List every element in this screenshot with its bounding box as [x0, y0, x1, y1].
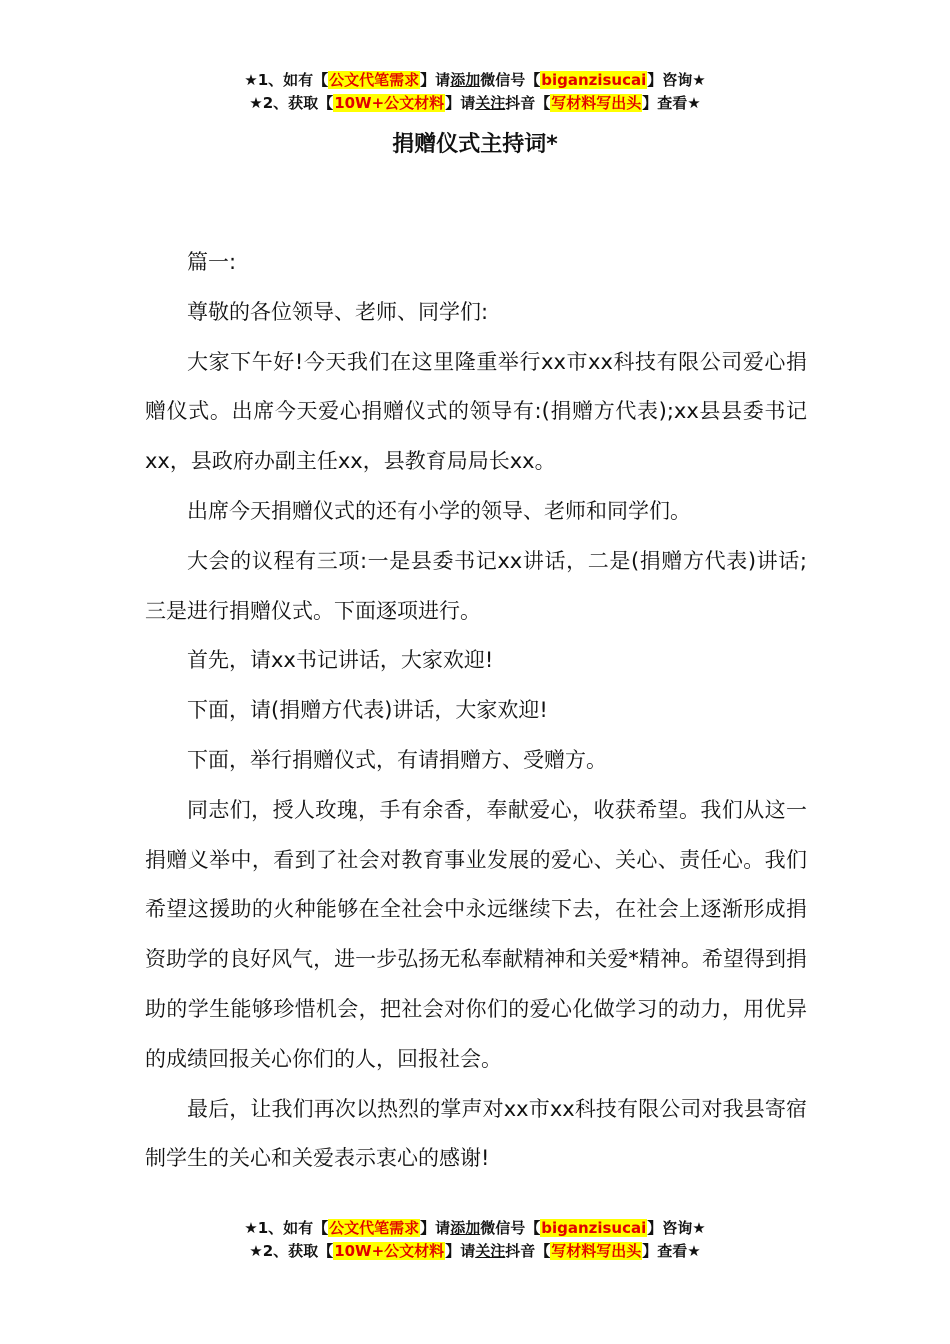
promo-line-2-mid: 】请	[445, 94, 476, 112]
promo-line-1-mid: 】请	[420, 71, 451, 89]
paragraph: 大会的议程有三项:一是县委书记xx讲话，二是(捐赠方代表)讲话;三是进行捐赠仪式。下面逐项进行。	[145, 548, 807, 623]
promo-line-2-prefix: ★2、获取【	[249, 94, 334, 112]
promo-line-1-mid2: 微信号【	[480, 1219, 541, 1237]
promo-highlight-service: 公文代笔需求	[329, 1219, 420, 1237]
paragraph-heading: 篇一:	[187, 250, 237, 274]
promo-highlight-materials: 10W+公文材料	[334, 94, 445, 112]
paragraph: 下面，请(捐赠方代表)讲话，大家欢迎!	[187, 698, 548, 723]
promo-highlight-douyin: 写材料写出头	[551, 94, 642, 112]
paragraph: 首先，请xx书记讲话，大家欢迎!	[187, 648, 494, 673]
promo-line-1-suffix: 】咨询★	[647, 1219, 706, 1237]
paragraph: 出席今天捐赠仪式的还有小学的领导、老师和同学们。	[187, 498, 691, 523]
promo-line-2-suffix: 】查看★	[642, 94, 701, 112]
promo-highlight-service: 公文代笔需求	[329, 71, 420, 89]
promo-highlight-wechat-id: biganzisucai	[541, 1219, 647, 1237]
promo-highlight-materials: 10W+公文材料	[334, 1242, 445, 1260]
promo-line-1-prefix: ★1、如有【	[244, 1219, 329, 1237]
promo-line-2-mid2: 抖音【	[505, 94, 551, 112]
promo-highlight-wechat-id: biganzisucai	[541, 71, 647, 89]
promo-line-2-mid: 】请	[445, 1242, 476, 1260]
promo-line-1-mid2: 微信号【	[480, 71, 541, 89]
promo-underlined-add: 添加	[450, 71, 481, 89]
paragraph-salutation: 尊敬的各位领导、老师、同学们:	[187, 299, 489, 324]
promo-line-1-suffix: 】咨询★	[647, 71, 706, 89]
promo-line-1-prefix: ★1、如有【	[244, 71, 329, 89]
promo-underlined-follow: 关注	[475, 94, 506, 112]
paragraph: 最后，让我们再次以热烈的掌声对xx市xx科技有限公司对我县寄宿制学生的关心和关爱表示衷心的感谢!	[145, 1096, 807, 1171]
promo-line-2-prefix: ★2、获取【	[249, 1242, 334, 1260]
document-body	[145, 238, 807, 1184]
promo-underlined-add: 添加	[450, 1219, 481, 1237]
promo-line-1-mid: 】请	[420, 1219, 451, 1237]
promo-line-2-suffix: 】查看★	[642, 1242, 701, 1260]
promo-highlight-douyin: 写材料写出头	[551, 1242, 642, 1260]
promo-line-2	[0, 92, 950, 115]
paragraph: 下面，举行捐赠仪式，有请捐赠方、受赠方。	[187, 747, 607, 772]
bottom-promo-banner	[0, 1217, 950, 1263]
page-title: 捐赠仪式主持词*	[392, 132, 558, 157]
paragraph: 大家下午好!今天我们在这里隆重举行xx市xx科技有限公司爱心捐赠仪式。出席今天爱心捐赠仪式的领导有:(捐赠方代表);xx县县委书记xx，县政府办副主任xx，县教育局局长xx。	[145, 349, 807, 474]
promo-underlined-follow: 关注	[475, 1242, 506, 1260]
promo-line-2	[0, 1240, 950, 1263]
paragraph: 同志们，授人玫瑰，手有余香，奉献爱心，收获希望。我们从这一捐赠义举中，看到了社会对教育事业发展的爱心、关心、责任心。我们希望这援助的火种能够在全社会中永远继续下去，在社会上逐渐形成捐资助学的良好风气，进一步弘扬无私奉献精神和关爱*精神。希望得到捐助的学生能够珍惜机会，把社会对你们的爱心化做学习的动力，用优异的成绩回报关心你们的人，回报社会。	[145, 797, 807, 1071]
promo-line-2-mid2: 抖音【	[505, 1242, 551, 1260]
promo-line-1	[0, 1217, 950, 1240]
promo-line-1	[0, 69, 950, 92]
top-promo-banner	[0, 69, 950, 115]
